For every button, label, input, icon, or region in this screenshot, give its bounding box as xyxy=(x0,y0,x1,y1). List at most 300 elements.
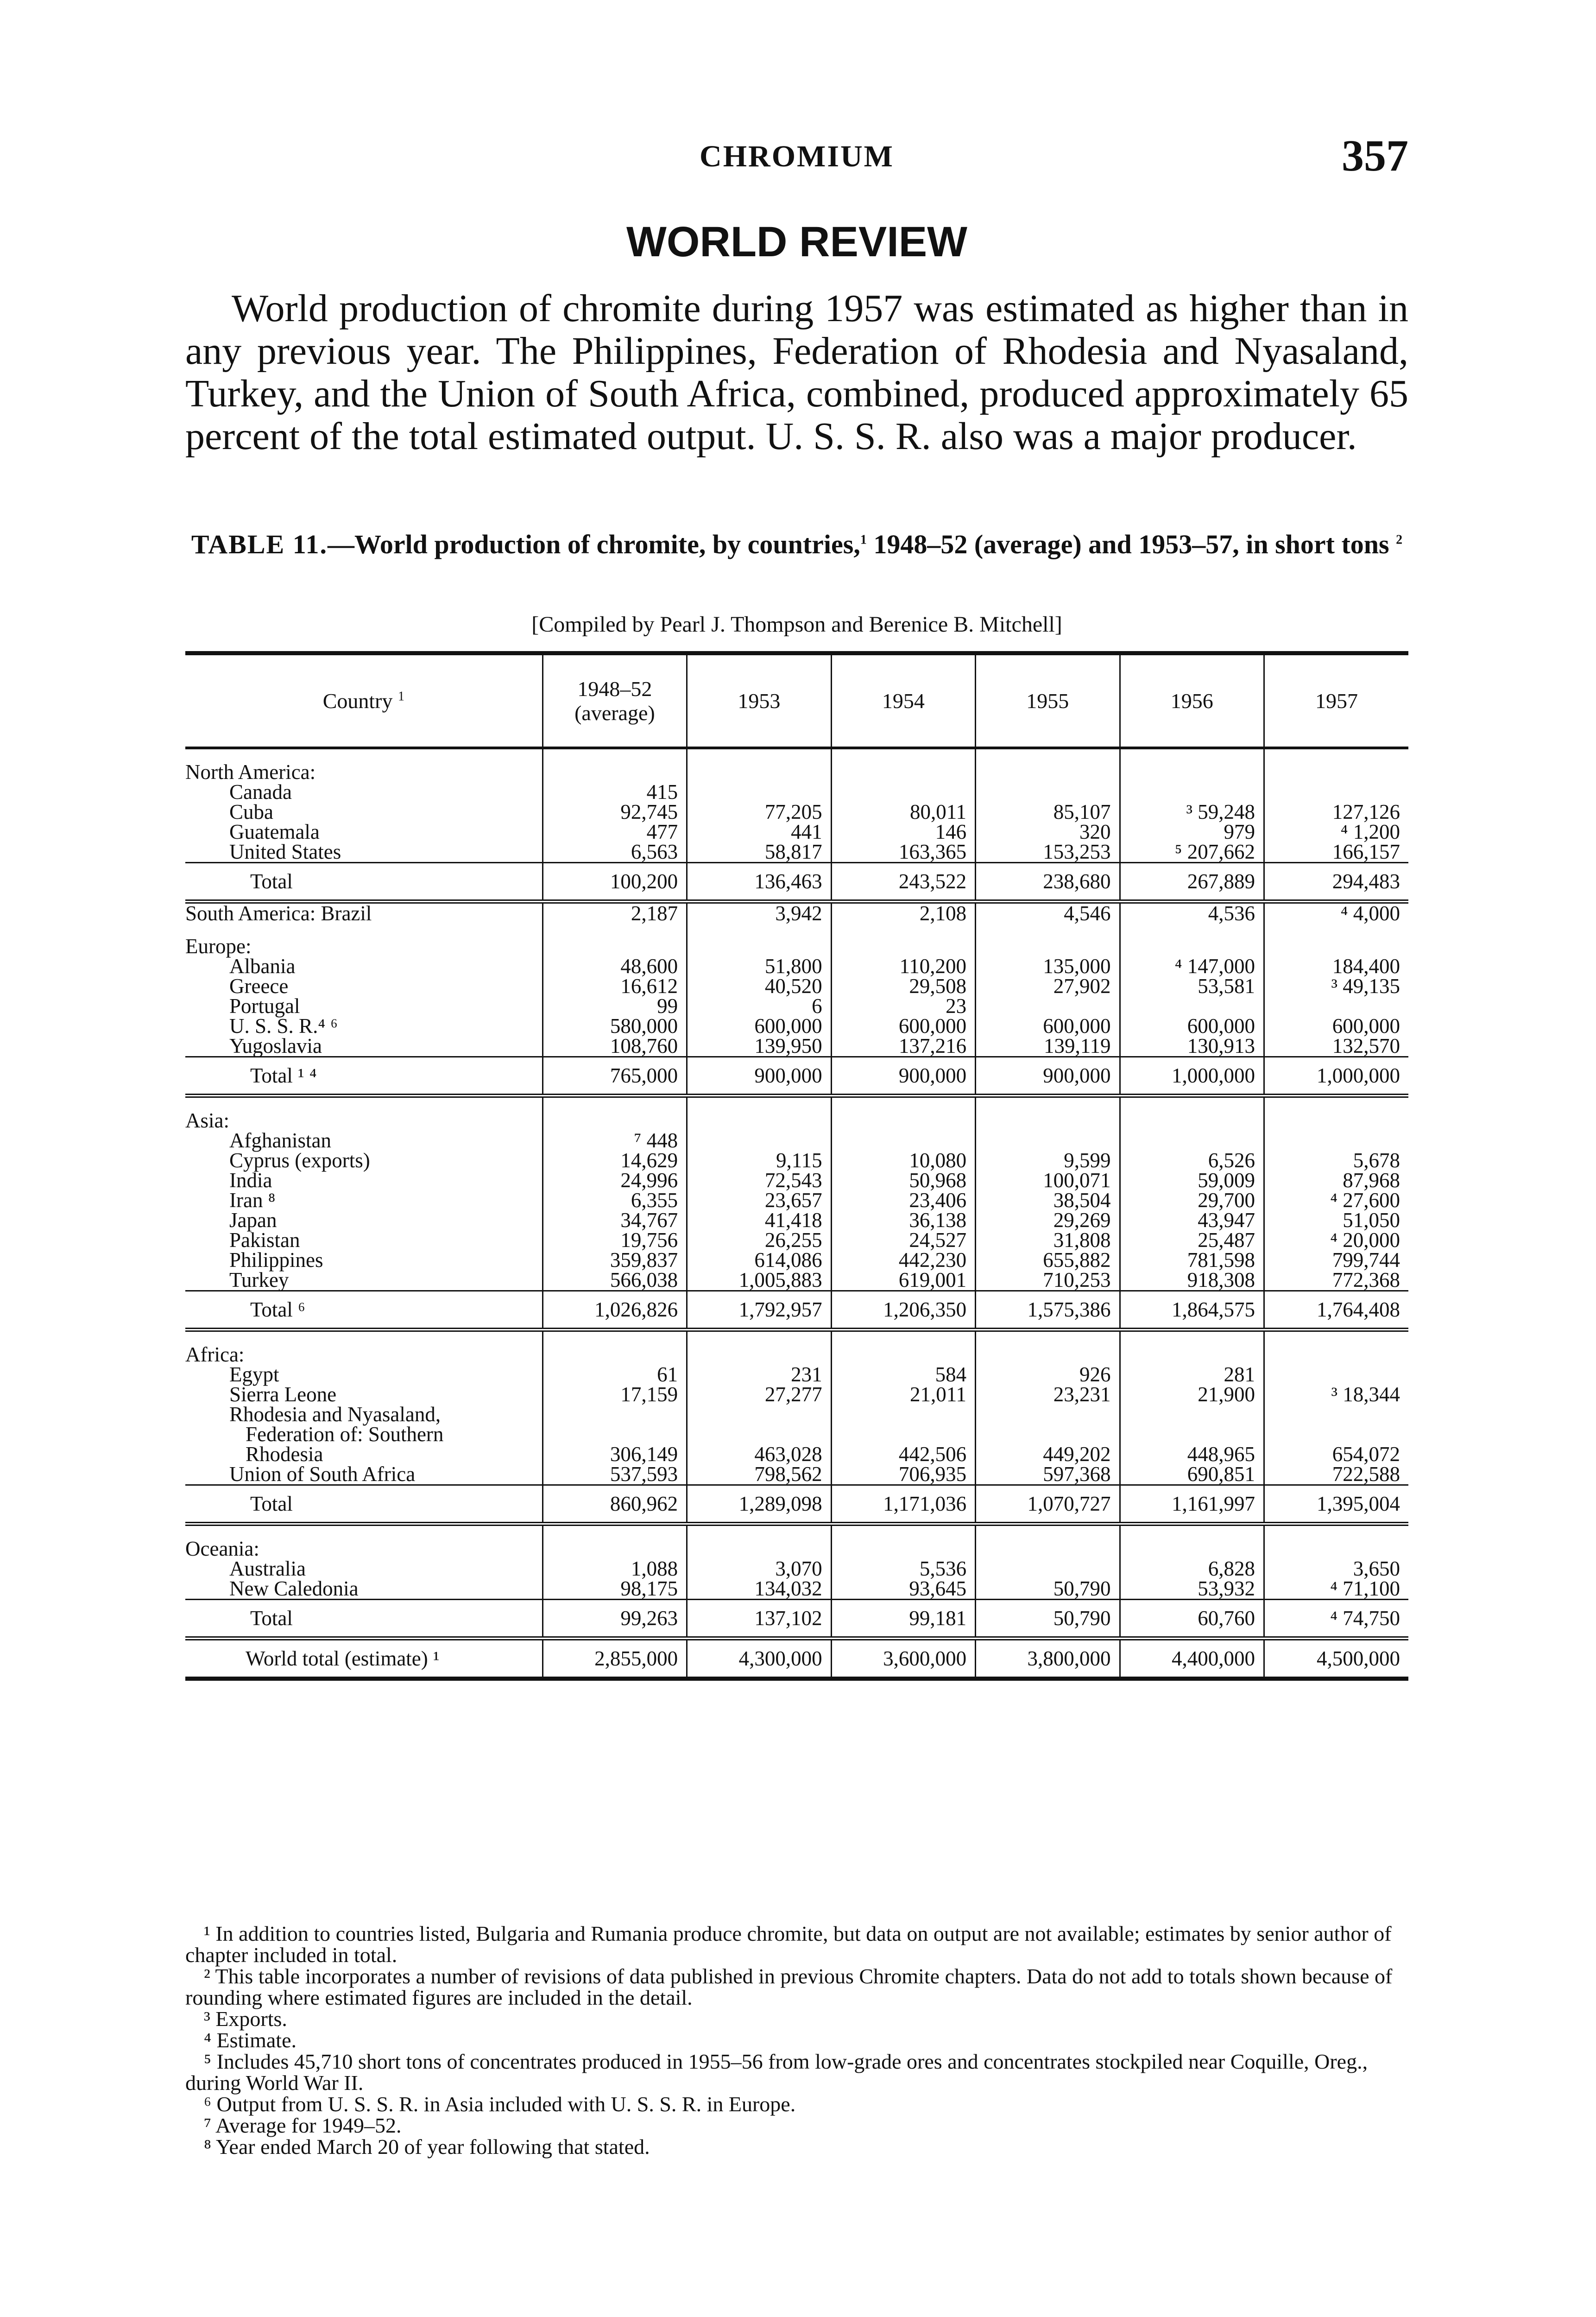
value-cell: 900,000 xyxy=(831,1057,975,1096)
value-cell: 127,126 xyxy=(1264,802,1409,822)
table-title-note2: 2 xyxy=(1396,532,1403,547)
column-header: 1955 xyxy=(976,653,1120,748)
value-cell: 3,942 xyxy=(687,902,831,924)
table-title-a: —World production of chromite, by countries, xyxy=(328,529,860,559)
value-cell: 2,187 xyxy=(543,902,687,924)
value-cell: 51,050 xyxy=(1264,1210,1409,1230)
table-row xyxy=(185,1270,1408,1291)
value-cell: 1,000,000 xyxy=(1120,1057,1264,1096)
value-cell: 600,000 xyxy=(1120,1016,1264,1036)
region-header-row xyxy=(185,937,1408,956)
table-cell xyxy=(976,924,1120,937)
value-cell: 14,629 xyxy=(543,1151,687,1171)
value-cell: 1,792,957 xyxy=(687,1291,831,1330)
table-cell xyxy=(976,1524,1120,1539)
value-cell: 134,032 xyxy=(687,1579,831,1600)
value-cell: 442,230 xyxy=(831,1250,975,1270)
value-cell: 600,000 xyxy=(976,1016,1120,1036)
value-cell xyxy=(543,1405,687,1424)
value-cell: 163,365 xyxy=(831,842,975,863)
value-cell: 4,546 xyxy=(976,902,1120,924)
table-row xyxy=(185,1424,1408,1444)
row-label: Turkey xyxy=(229,1268,289,1291)
value-cell xyxy=(1264,996,1409,1016)
intro-text: World production of chromite during 1957 was estimated as higher than in any previous year. The Philippines, Federation of Rhodesia and Nyasaland, Turkey, and the Union of South Africa, combined, produced approximately 65 percent of the total estimated output. U. S. S. R. also was a major producer. xyxy=(185,287,1408,458)
row-label: Total xyxy=(185,863,543,902)
row-label: Afghanistan xyxy=(229,1129,331,1152)
value-cell: 72,543 xyxy=(687,1171,831,1190)
value-cell: 139,950 xyxy=(687,1036,831,1057)
value-cell: 61 xyxy=(543,1365,687,1385)
table-spacer-row xyxy=(185,748,1408,762)
table-row xyxy=(185,782,1408,802)
table-row xyxy=(185,1171,1408,1190)
row-label: Europe: xyxy=(185,935,252,958)
table-spacer-row xyxy=(185,1096,1408,1111)
value-cell xyxy=(1264,1365,1409,1385)
table-title-b: 1948–52 (average) and 1953–57, in short tons xyxy=(866,529,1396,559)
table-row xyxy=(185,1190,1408,1210)
row-label: Asia: xyxy=(185,1109,229,1132)
value-cell xyxy=(1120,937,1264,956)
value-cell xyxy=(543,1345,687,1365)
value-cell: 23,657 xyxy=(687,1190,831,1210)
table-cell xyxy=(687,1096,831,1111)
table-cell xyxy=(976,1330,1120,1345)
row-label: Cuba xyxy=(229,800,273,823)
value-cell: 580,000 xyxy=(543,1016,687,1036)
table-cell xyxy=(831,1096,975,1111)
value-cell: 153,253 xyxy=(976,842,1120,863)
value-cell xyxy=(976,782,1120,802)
value-cell xyxy=(543,1111,687,1131)
value-cell: 710,253 xyxy=(976,1270,1120,1291)
table-row xyxy=(185,996,1408,1016)
table-cell xyxy=(1120,924,1264,937)
table-cell xyxy=(1120,1096,1264,1111)
value-cell: 29,700 xyxy=(1120,1190,1264,1210)
value-cell: 442,506 xyxy=(831,1444,975,1464)
value-cell xyxy=(687,1539,831,1559)
value-cell xyxy=(1120,1131,1264,1151)
value-cell: 130,913 xyxy=(1120,1036,1264,1057)
value-cell: 600,000 xyxy=(687,1016,831,1036)
value-cell: 50,790 xyxy=(976,1579,1120,1600)
value-cell: ⁴ 4,000 xyxy=(1264,902,1409,924)
value-cell: 93,645 xyxy=(831,1579,975,1600)
value-cell xyxy=(976,1424,1120,1444)
value-cell: ⁴ 147,000 xyxy=(1120,956,1264,976)
region-header-row xyxy=(185,1539,1408,1559)
table-cell xyxy=(831,1330,975,1345)
value-cell: 3,650 xyxy=(1264,1559,1409,1579)
running-head xyxy=(185,131,1408,195)
value-cell: 597,368 xyxy=(976,1464,1120,1485)
value-cell xyxy=(1264,1539,1409,1559)
value-cell: 2,108 xyxy=(831,902,975,924)
value-cell: 137,216 xyxy=(831,1036,975,1057)
row-label: Rhodesia and Nyasaland, xyxy=(229,1403,441,1426)
value-cell: ⁴ 74,750 xyxy=(1264,1600,1409,1639)
table-row xyxy=(185,1230,1408,1250)
row-label: Federation of: Southern xyxy=(246,1423,444,1446)
value-cell: 860,962 xyxy=(543,1485,687,1524)
table-cell xyxy=(831,748,975,762)
value-cell: 6 xyxy=(687,996,831,1016)
value-cell: 77,205 xyxy=(687,802,831,822)
value-cell xyxy=(976,937,1120,956)
table-header-row xyxy=(185,653,1408,748)
column-header: 1954 xyxy=(831,653,975,748)
table-cell xyxy=(1264,1096,1409,1111)
value-cell: 1,005,883 xyxy=(687,1270,831,1291)
row-label: U. S. S. R.⁴ ⁶ xyxy=(229,1014,338,1038)
table-row xyxy=(185,1444,1408,1464)
value-cell xyxy=(831,1405,975,1424)
row-label: Guatemala xyxy=(229,820,320,843)
value-cell: 267,889 xyxy=(1120,863,1264,902)
value-cell: 100,200 xyxy=(543,863,687,902)
table-cell xyxy=(976,748,1120,762)
value-cell: 1,171,036 xyxy=(831,1485,975,1524)
table-row xyxy=(185,1464,1408,1485)
value-cell: 979 xyxy=(1120,822,1264,842)
table-row xyxy=(185,1385,1408,1405)
value-cell: 17,159 xyxy=(543,1385,687,1405)
value-cell: 765,000 xyxy=(543,1057,687,1096)
value-cell xyxy=(543,937,687,956)
table-cell xyxy=(543,1330,687,1345)
value-cell xyxy=(976,1405,1120,1424)
total-row xyxy=(185,863,1408,902)
value-cell xyxy=(831,1111,975,1131)
footnote: ⁵ Includes 45,710 short tons of concentrates produced in 1955–56 from low-grade ores and concentrates stockpiled near Coquille, Oreg., during World War II. xyxy=(185,2050,1368,2095)
value-cell: 306,149 xyxy=(543,1444,687,1464)
footnote: ⁴ Estimate. xyxy=(204,2028,296,2052)
value-cell: 654,072 xyxy=(1264,1444,1409,1464)
world-total-row xyxy=(185,1639,1408,1679)
row-label: Japan xyxy=(229,1209,277,1232)
production-table xyxy=(185,651,1408,1681)
value-cell: 294,483 xyxy=(1264,863,1409,902)
table-cell xyxy=(1264,924,1409,937)
value-cell: 1,764,408 xyxy=(1264,1291,1409,1330)
table-row xyxy=(185,1036,1408,1057)
value-cell xyxy=(976,1131,1120,1151)
value-cell: 600,000 xyxy=(831,1016,975,1036)
row-label: Cyprus (exports) xyxy=(229,1149,370,1172)
table-row xyxy=(185,1365,1408,1385)
value-cell: 85,107 xyxy=(976,802,1120,822)
value-cell: 41,418 xyxy=(687,1210,831,1230)
row-label: Sierra Leone xyxy=(229,1383,337,1406)
intro-paragraph xyxy=(185,287,1408,458)
value-cell xyxy=(1264,1131,1409,1151)
value-cell xyxy=(831,1345,975,1365)
value-cell: 600,000 xyxy=(1264,1016,1409,1036)
column-header: 1956 xyxy=(1120,653,1264,748)
value-cell: 137,102 xyxy=(687,1600,831,1639)
value-cell xyxy=(831,762,975,782)
value-cell xyxy=(831,1131,975,1151)
value-cell xyxy=(976,1559,1120,1579)
table-cell xyxy=(831,1524,975,1539)
value-cell: 26,255 xyxy=(687,1230,831,1250)
value-cell: 59,009 xyxy=(1120,1171,1264,1190)
table-row xyxy=(185,956,1408,976)
column-header: 1957 xyxy=(1264,653,1409,748)
column-header: 1953 xyxy=(687,653,831,748)
value-cell xyxy=(687,937,831,956)
value-cell: 5,678 xyxy=(1264,1151,1409,1171)
value-cell: 6,355 xyxy=(543,1190,687,1210)
row-label: Union of South Africa xyxy=(229,1462,416,1486)
value-cell: ³ 59,248 xyxy=(1120,802,1264,822)
value-cell xyxy=(687,1345,831,1365)
value-cell: 900,000 xyxy=(687,1057,831,1096)
table-row xyxy=(185,1250,1408,1270)
row-label: Yugoslavia xyxy=(229,1034,322,1057)
value-cell: 4,400,000 xyxy=(1120,1639,1264,1679)
footnote: ⁷ Average for 1949–52. xyxy=(204,2114,402,2137)
value-cell: 566,038 xyxy=(543,1270,687,1291)
value-cell: 53,932 xyxy=(1120,1579,1264,1600)
table-cell xyxy=(543,748,687,762)
value-cell: 43,947 xyxy=(1120,1210,1264,1230)
value-cell: 781,598 xyxy=(1120,1250,1264,1270)
value-cell: 21,900 xyxy=(1120,1385,1264,1405)
value-cell: 281 xyxy=(1120,1365,1264,1385)
value-cell: 10,080 xyxy=(831,1151,975,1171)
value-cell: 9,115 xyxy=(687,1151,831,1171)
value-cell xyxy=(687,762,831,782)
value-cell: 21,011 xyxy=(831,1385,975,1405)
value-cell: 6,563 xyxy=(543,842,687,863)
total-row xyxy=(185,1600,1408,1639)
row-label: Pakistan xyxy=(229,1228,300,1252)
table-row xyxy=(185,1210,1408,1230)
value-cell: 27,902 xyxy=(976,976,1120,996)
value-cell: 23,231 xyxy=(976,1385,1120,1405)
value-cell: 60,760 xyxy=(1120,1600,1264,1639)
value-cell: 184,400 xyxy=(1264,956,1409,976)
value-cell xyxy=(1264,1345,1409,1365)
value-cell xyxy=(687,782,831,802)
table-number: TABLE 11. xyxy=(191,529,328,559)
value-cell: 1,088 xyxy=(543,1559,687,1579)
value-cell: 36,138 xyxy=(831,1210,975,1230)
value-cell: 900,000 xyxy=(976,1057,1120,1096)
value-cell: ³ 49,135 xyxy=(1264,976,1409,996)
row-label: Oceania: xyxy=(185,1537,259,1560)
table-cell xyxy=(1120,1330,1264,1345)
table-cell xyxy=(185,1096,543,1111)
value-cell: 146 xyxy=(831,822,975,842)
table-cell xyxy=(543,1524,687,1539)
value-cell: 34,767 xyxy=(543,1210,687,1230)
table-cell xyxy=(1120,748,1264,762)
value-cell xyxy=(1120,762,1264,782)
value-cell: 80,011 xyxy=(831,802,975,822)
row-label: India xyxy=(229,1169,272,1192)
value-cell xyxy=(687,1111,831,1131)
row-label: Albania xyxy=(229,955,296,978)
region-header-row xyxy=(185,1345,1408,1365)
value-cell: 1,864,575 xyxy=(1120,1291,1264,1330)
value-cell xyxy=(543,1539,687,1559)
value-cell: 4,536 xyxy=(1120,902,1264,924)
value-cell xyxy=(976,1539,1120,1559)
value-cell xyxy=(831,1539,975,1559)
table-row xyxy=(185,1131,1408,1151)
value-cell: 98,175 xyxy=(543,1579,687,1600)
row-label: Total xyxy=(185,1485,543,1524)
value-cell: ³ 18,344 xyxy=(1264,1385,1409,1405)
value-cell: 706,935 xyxy=(831,1464,975,1485)
value-cell: ⁵ 207,662 xyxy=(1120,842,1264,863)
value-cell xyxy=(687,1405,831,1424)
value-cell: 99,181 xyxy=(831,1600,975,1639)
value-cell: 359,837 xyxy=(543,1250,687,1270)
value-cell: 2,855,000 xyxy=(543,1639,687,1679)
value-cell: 415 xyxy=(543,782,687,802)
row-label: Egypt xyxy=(229,1363,279,1386)
value-cell: 23 xyxy=(831,996,975,1016)
row-label: Rhodesia xyxy=(246,1443,323,1466)
value-cell xyxy=(687,1424,831,1444)
value-cell xyxy=(1120,996,1264,1016)
value-cell: 1,161,997 xyxy=(1120,1485,1264,1524)
value-cell: 1,575,386 xyxy=(976,1291,1120,1330)
table-cell xyxy=(687,748,831,762)
value-cell: 584 xyxy=(831,1365,975,1385)
value-cell xyxy=(543,1424,687,1444)
table-row xyxy=(185,842,1408,863)
value-cell: 23,406 xyxy=(831,1190,975,1210)
value-cell xyxy=(1264,782,1409,802)
table-title xyxy=(185,528,1408,561)
value-cell: 448,965 xyxy=(1120,1444,1264,1464)
value-cell xyxy=(1264,1405,1409,1424)
total-row xyxy=(185,1057,1408,1096)
value-cell: 320 xyxy=(976,822,1120,842)
value-cell xyxy=(1120,1111,1264,1131)
value-cell: 100,071 xyxy=(976,1171,1120,1190)
column-header-note: 1 xyxy=(397,689,404,704)
footnote: ² This table incorporates a number of revisions of data published in previous Chromite chapters. Data do not add to totals shown because of rounding where estimated figures are included in the detail. xyxy=(185,1964,1393,2009)
row-label: Total ¹ ⁴ xyxy=(185,1057,543,1096)
value-cell: 92,745 xyxy=(543,802,687,822)
value-cell xyxy=(543,762,687,782)
value-cell xyxy=(831,937,975,956)
value-cell xyxy=(1120,782,1264,802)
value-cell: 238,680 xyxy=(976,863,1120,902)
value-cell: 58,817 xyxy=(687,842,831,863)
value-cell: 5,536 xyxy=(831,1559,975,1579)
total-row xyxy=(185,1485,1408,1524)
table-body xyxy=(185,748,1408,1679)
value-cell: 132,570 xyxy=(1264,1036,1409,1057)
value-cell: 798,562 xyxy=(687,1464,831,1485)
value-cell: 53,581 xyxy=(1120,976,1264,996)
value-cell: 110,200 xyxy=(831,956,975,976)
value-cell: 6,526 xyxy=(1120,1151,1264,1171)
table-spacer-row xyxy=(185,924,1408,937)
table-row xyxy=(185,1151,1408,1171)
table-cell xyxy=(976,1096,1120,1111)
value-cell: 722,588 xyxy=(1264,1464,1409,1485)
value-cell: 772,368 xyxy=(1264,1270,1409,1291)
total-row xyxy=(185,1291,1408,1330)
value-cell: 135,000 xyxy=(976,956,1120,976)
table-cell xyxy=(687,924,831,937)
footnote: ⁸ Year ended March 20 of year following that stated. xyxy=(204,2135,650,2159)
table-row xyxy=(185,976,1408,996)
value-cell xyxy=(831,1424,975,1444)
value-cell: 29,269 xyxy=(976,1210,1120,1230)
value-cell: 926 xyxy=(976,1365,1120,1385)
value-cell xyxy=(1264,937,1409,956)
value-cell: 619,001 xyxy=(831,1270,975,1291)
value-cell: 6,828 xyxy=(1120,1559,1264,1579)
value-cell xyxy=(976,1111,1120,1131)
row-label: North America: xyxy=(185,760,316,784)
page-number: 357 xyxy=(1342,131,1408,180)
table-spacer-row xyxy=(185,1524,1408,1539)
row-label: Portugal xyxy=(229,994,300,1018)
value-cell: 918,308 xyxy=(1120,1270,1264,1291)
value-cell: 441 xyxy=(687,822,831,842)
value-cell xyxy=(976,996,1120,1016)
value-cell: ⁴ 71,100 xyxy=(1264,1579,1409,1600)
column-header-label: Country xyxy=(322,689,393,713)
table-cell xyxy=(687,1330,831,1345)
footnote: ³ Exports. xyxy=(204,2007,287,2031)
row-label: Greece xyxy=(229,975,289,998)
value-cell: 166,157 xyxy=(1264,842,1409,863)
value-cell: 16,612 xyxy=(543,976,687,996)
value-cell: 690,851 xyxy=(1120,1464,1264,1485)
value-cell: 50,790 xyxy=(976,1600,1120,1639)
value-cell xyxy=(1120,1405,1264,1424)
value-cell xyxy=(687,1131,831,1151)
column-header xyxy=(185,653,543,748)
table-row xyxy=(185,822,1408,842)
footnotes xyxy=(185,1923,1408,2158)
value-cell xyxy=(1120,1424,1264,1444)
value-cell: 614,086 xyxy=(687,1250,831,1270)
value-cell: 3,600,000 xyxy=(831,1639,975,1679)
value-cell: 48,600 xyxy=(543,956,687,976)
value-cell: 24,996 xyxy=(543,1171,687,1190)
table-cell xyxy=(1264,748,1409,762)
running-title: CHROMIUM xyxy=(700,139,894,173)
value-cell: 1,395,004 xyxy=(1264,1485,1409,1524)
table-cell xyxy=(543,1096,687,1111)
value-cell: 87,968 xyxy=(1264,1171,1409,1190)
value-cell: 1,289,098 xyxy=(687,1485,831,1524)
row-label: Total xyxy=(185,1600,543,1639)
table-cell xyxy=(831,924,975,937)
row-label: World total (estimate) ¹ xyxy=(246,1647,440,1670)
value-cell: 799,744 xyxy=(1264,1250,1409,1270)
value-cell: 24,527 xyxy=(831,1230,975,1250)
value-cell: 9,599 xyxy=(976,1151,1120,1171)
region-header-row xyxy=(185,1111,1408,1131)
table-cell xyxy=(687,1524,831,1539)
value-cell: 38,504 xyxy=(976,1190,1120,1210)
table-cell xyxy=(1120,1524,1264,1539)
